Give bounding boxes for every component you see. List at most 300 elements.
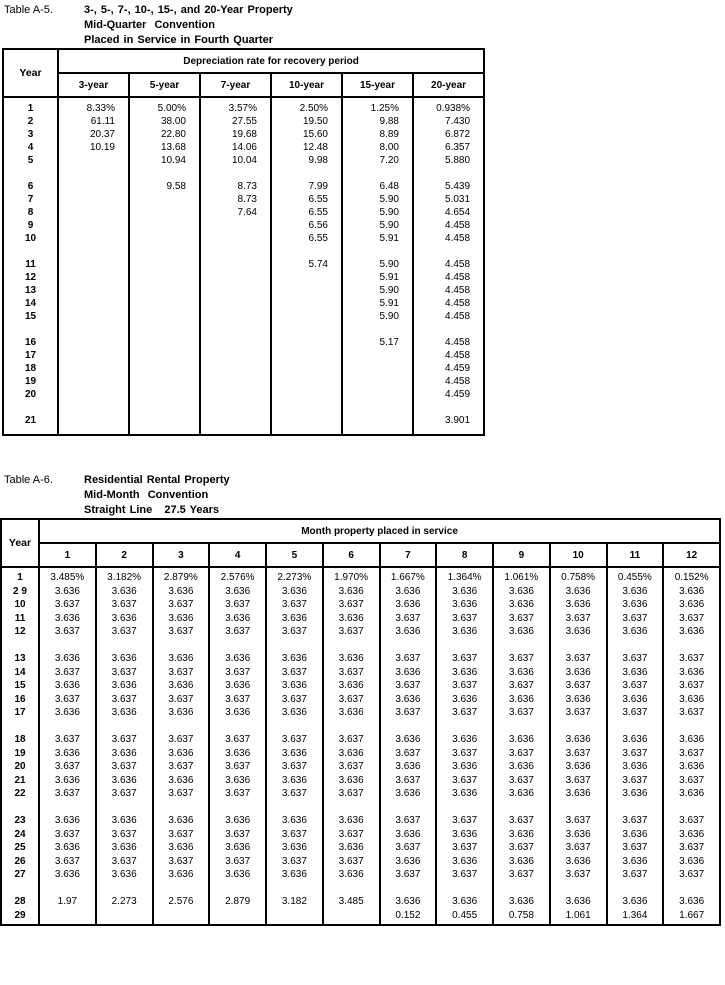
year-cell: 24	[14, 828, 26, 840]
rate-cell	[200, 414, 271, 427]
rate-cell	[271, 284, 342, 297]
rate-cell: 3.636	[663, 598, 720, 612]
rate-cell: 3.637	[663, 706, 720, 720]
table-row	[3, 180, 484, 193]
rate-cell: 3.636	[380, 598, 437, 612]
rate-cell: 4.458	[413, 336, 484, 349]
rate-cell: 1.667%	[380, 571, 437, 585]
rate-cell: 3.637	[96, 828, 153, 842]
rate-cell: 3.637	[607, 747, 664, 761]
rate-cell	[271, 336, 342, 349]
column-header: 7-year	[200, 73, 271, 97]
rate-cell	[342, 375, 413, 388]
rate-cell: 3.637	[380, 814, 437, 828]
rate-cell: 1.061%	[493, 571, 550, 585]
rate-cell: 3.636	[380, 733, 437, 747]
rate-cell: 3.637	[663, 747, 720, 761]
rate-cell: 0.152	[380, 909, 437, 923]
rate-cell: 7.64	[200, 206, 271, 219]
rate-cell: 3.636	[550, 666, 607, 680]
table-row	[1, 828, 720, 842]
rate-cell	[129, 219, 200, 232]
rate-cell: 3.636	[209, 652, 266, 666]
rate-cell: 38.00	[129, 115, 200, 128]
rate-cell	[129, 414, 200, 427]
year-cell: 26	[14, 855, 26, 867]
rate-cell	[129, 232, 200, 245]
rate-cell: 3.636	[266, 868, 323, 882]
rate-cell: 3.637	[266, 666, 323, 680]
rate-cell: 3.636	[550, 760, 607, 774]
rate-cell: 1.25%	[342, 102, 413, 115]
year-cell: 14	[14, 666, 26, 678]
rate-cell: 19.50	[271, 115, 342, 128]
table-row	[1, 868, 720, 882]
rate-cell: 14.06	[200, 141, 271, 154]
rate-cell	[200, 375, 271, 388]
rate-cell: 3.637	[663, 868, 720, 882]
rate-cell: 5.90	[342, 193, 413, 206]
rate-cell: 5.90	[342, 219, 413, 232]
column-header: 5-year	[129, 73, 200, 97]
rate-cell: 5.00%	[129, 102, 200, 115]
column-header: 9	[493, 543, 550, 567]
table-row	[1, 625, 720, 639]
rate-cell: 3.637	[266, 855, 323, 869]
rate-cell: 3.637	[550, 679, 607, 693]
rate-cell: 5.91	[342, 232, 413, 245]
year-cell: 19	[14, 747, 26, 759]
rate-cell: 20.37	[58, 128, 129, 141]
rate-cell: 3.636	[663, 855, 720, 869]
rate-cell: 3.636	[550, 855, 607, 869]
rate-cell: 5.90	[342, 206, 413, 219]
rate-cell	[129, 271, 200, 284]
rate-cell: 3.636	[607, 895, 664, 909]
rate-cell: 3.637	[436, 747, 493, 761]
year-cell: 21	[24, 415, 37, 426]
rate-cell: 3.636	[607, 760, 664, 774]
rate-cell: 3.637	[663, 652, 720, 666]
rate-cell: 3.636	[209, 814, 266, 828]
column-header: 6	[323, 543, 380, 567]
rate-cell: 3.636	[266, 585, 323, 599]
rate-cell: 3.637	[323, 733, 380, 747]
rate-cell: 3.636	[323, 814, 380, 828]
rate-cell: 5.91	[342, 297, 413, 310]
rate-cell: 3.636	[607, 693, 664, 707]
table-row	[1, 787, 720, 801]
rate-cell: 3.636	[153, 612, 210, 626]
year-cell: 18	[24, 363, 37, 374]
rate-cell: 3.636	[380, 625, 437, 639]
table-row	[3, 258, 484, 271]
rate-cell: 2.576	[153, 895, 210, 909]
table-row	[3, 284, 484, 297]
table-row	[1, 585, 720, 599]
rate-cell: 3.637	[39, 828, 96, 842]
rate-cell: 3.636	[39, 652, 96, 666]
rate-cell: 3.637	[550, 841, 607, 855]
column-header: 3-year	[58, 73, 129, 97]
table-a5-label: Table A-5.	[4, 4, 53, 16]
rate-cell: 3.636	[209, 679, 266, 693]
column-header: 11	[607, 543, 664, 567]
rate-cell: 15.60	[271, 128, 342, 141]
rate-cell: 3.637	[663, 774, 720, 788]
rate-cell: 5.90	[342, 310, 413, 323]
rate-cell: 2.273	[96, 895, 153, 909]
column-header: 3	[153, 543, 210, 567]
rate-cell: 4.458	[413, 349, 484, 362]
table-row	[1, 774, 720, 788]
rate-cell: 4.458	[413, 297, 484, 310]
rate-cell: 5.91	[342, 271, 413, 284]
year-cell: 7	[27, 194, 34, 205]
rate-cell: 3.637	[493, 747, 550, 761]
rate-cell	[342, 388, 413, 401]
rate-cell: 4.459	[413, 388, 484, 401]
rate-cell: 3.637	[436, 706, 493, 720]
rate-cell	[271, 310, 342, 323]
rate-cell: 3.636	[493, 585, 550, 599]
rate-cell: 3.637	[266, 733, 323, 747]
rate-cell: 3.637	[209, 787, 266, 801]
table-row	[3, 362, 484, 375]
rate-cell: 3.57%	[200, 102, 271, 115]
year-cell: 3	[27, 129, 34, 140]
rate-cell	[58, 388, 129, 401]
rate-cell: 3.636	[436, 666, 493, 680]
rate-cell: 3.636	[380, 693, 437, 707]
year-cell: 11	[14, 612, 26, 624]
rate-cell: 6.55	[271, 206, 342, 219]
year-cell: 20	[14, 761, 26, 772]
rate-cell: 6.55	[271, 193, 342, 206]
rate-cell: 3.637	[550, 652, 607, 666]
rate-cell: 19.68	[200, 128, 271, 141]
table-row	[3, 193, 484, 206]
rate-cell: 3.637	[39, 598, 96, 612]
rate-cell: 3.636	[380, 787, 437, 801]
rate-cell: 1.970%	[323, 571, 380, 585]
rate-cell: 3.637	[153, 598, 210, 612]
rate-cell	[200, 336, 271, 349]
rate-cell: 3.636	[96, 868, 153, 882]
rate-cell: 3.636	[39, 612, 96, 626]
table-a5-title-line-3: Placed in Service in Fourth Quarter	[84, 34, 273, 46]
rate-cell: 3.636	[153, 814, 210, 828]
rate-cell	[39, 909, 96, 923]
rate-cell: 3.636	[436, 828, 493, 842]
rate-cell: 3.637	[209, 828, 266, 842]
table-a6-label: Table A-6.	[4, 474, 53, 486]
rate-cell	[129, 388, 200, 401]
rate-cell: 8.89	[342, 128, 413, 141]
rate-cell: 3.485%	[39, 571, 96, 585]
rate-cell: 3.636	[39, 747, 96, 761]
rate-cell	[58, 336, 129, 349]
rate-cell: 3.637	[209, 855, 266, 869]
rate-cell: 0.938%	[413, 102, 484, 115]
rate-cell: 3.637	[323, 625, 380, 639]
rate-cell: 3.637	[493, 612, 550, 626]
column-header: 5	[266, 543, 323, 567]
rate-cell: 4.458	[413, 258, 484, 271]
rate-cell: 3.637	[266, 598, 323, 612]
rate-cell: 3.637	[380, 868, 437, 882]
rate-cell: 4.654	[413, 206, 484, 219]
table-a5-caption	[4, 3, 293, 48]
rate-cell: 8.00	[342, 141, 413, 154]
rate-cell: 3.636	[663, 693, 720, 707]
rate-cell: 3.637	[96, 625, 153, 639]
rate-cell	[209, 909, 266, 923]
column-header: 8	[436, 543, 493, 567]
rate-cell: 1.061	[550, 909, 607, 923]
rate-cell: 8.73	[200, 193, 271, 206]
table-row	[3, 375, 484, 388]
rate-cell: 3.636	[380, 895, 437, 909]
rate-cell: 3.637	[96, 598, 153, 612]
year-column-header: Year	[1, 519, 39, 567]
rate-cell: 3.636	[493, 855, 550, 869]
rate-cell: 3.637	[209, 693, 266, 707]
rate-cell: 3.637	[493, 814, 550, 828]
table-a5-title-line-2: Mid-Quarter Convention	[84, 19, 215, 31]
rate-cell: 3.636	[550, 598, 607, 612]
rate-cell: 3.636	[550, 693, 607, 707]
column-header: 10	[550, 543, 607, 567]
rate-cell	[271, 375, 342, 388]
rate-cell: 3.636	[607, 855, 664, 869]
rate-cell: 3.636	[607, 598, 664, 612]
year-cell: 2 9	[13, 585, 27, 597]
rate-cell: 3.637	[436, 652, 493, 666]
rate-cell: 3.182%	[96, 571, 153, 585]
rate-cell: 3.637	[607, 706, 664, 720]
rate-cell	[129, 349, 200, 362]
rate-cell: 3.637	[209, 625, 266, 639]
rate-cell: 3.636	[96, 814, 153, 828]
rate-cell: 3.637	[323, 787, 380, 801]
rate-cell: 3.637	[436, 774, 493, 788]
rate-cell: 3.636	[96, 679, 153, 693]
rate-cell: 3.636	[663, 895, 720, 909]
rate-cell: 3.637	[39, 855, 96, 869]
rate-cell: 3.637	[607, 612, 664, 626]
rate-cell: 3.637	[493, 706, 550, 720]
table-row	[1, 895, 720, 909]
year-cell: 19	[24, 376, 37, 387]
rate-cell	[58, 193, 129, 206]
rate-cell: 3.636	[39, 679, 96, 693]
rate-cell: 3.636	[493, 895, 550, 909]
rate-cell: 3.637	[153, 666, 210, 680]
rate-cell	[200, 349, 271, 362]
rate-cell: 3.636	[153, 868, 210, 882]
rate-cell: 3.637	[436, 841, 493, 855]
year-cell: 28	[14, 896, 26, 907]
rate-cell: 3.636	[323, 747, 380, 761]
rate-cell	[129, 362, 200, 375]
rate-cell: 4.458	[413, 375, 484, 388]
table-row	[1, 571, 720, 585]
rate-cell: 3.637	[550, 814, 607, 828]
rate-cell: 3.637	[607, 868, 664, 882]
table-a5-title-line-1: 3-, 5-, 7-, 10-, 15-, and 20-Year Property	[84, 4, 293, 16]
year-cell: 5	[27, 155, 34, 166]
rate-cell: 3.637	[493, 774, 550, 788]
rate-cell: 61.11	[58, 115, 129, 128]
rate-cell: 3.636	[663, 666, 720, 680]
rate-cell: 3.637	[266, 828, 323, 842]
rate-cell	[58, 310, 129, 323]
rate-cell: 12.48	[271, 141, 342, 154]
rate-cell: 3.636	[323, 652, 380, 666]
rate-cell	[342, 362, 413, 375]
year-cell: 22	[14, 788, 26, 799]
rate-cell: 3.636	[436, 598, 493, 612]
rate-cell: 4.458	[413, 284, 484, 297]
rate-cell: 2.879	[209, 895, 266, 909]
rate-cell	[58, 206, 129, 219]
rate-cell	[342, 414, 413, 427]
rate-cell: 3.637	[607, 814, 664, 828]
rate-cell: 3.636	[436, 895, 493, 909]
rate-cell	[323, 909, 380, 923]
year-cell: 6	[27, 181, 34, 192]
rate-cell	[200, 219, 271, 232]
rate-cell	[200, 362, 271, 375]
rate-cell	[200, 271, 271, 284]
rate-cell: 3.637	[607, 679, 664, 693]
table-row	[3, 349, 484, 362]
rate-cell: 3.637	[550, 747, 607, 761]
rate-cell: 3.637	[96, 855, 153, 869]
rate-cell: 3.637	[153, 787, 210, 801]
rate-cell: 3.636	[266, 841, 323, 855]
rate-cell: 3.637	[493, 868, 550, 882]
rate-cell: 3.636	[550, 733, 607, 747]
rate-cell: 3.636	[380, 855, 437, 869]
rate-cell: 3.636	[39, 814, 96, 828]
year-cell: 17	[14, 707, 26, 718]
rate-cell: 9.88	[342, 115, 413, 128]
rate-cell: 3.637	[493, 652, 550, 666]
table-row	[1, 747, 720, 761]
table-row	[3, 414, 484, 427]
rate-cell	[271, 388, 342, 401]
table-row	[3, 336, 484, 349]
table-a6	[0, 518, 721, 926]
rate-cell: 3.636	[323, 868, 380, 882]
table-row	[1, 841, 720, 855]
rate-cell: 13.68	[129, 141, 200, 154]
year-cell: 14	[24, 298, 37, 309]
rate-cell: 3.636	[209, 585, 266, 599]
rate-cell: 3.637	[323, 760, 380, 774]
rate-cell: 3.637	[550, 612, 607, 626]
rate-cell: 3.637	[493, 841, 550, 855]
rate-cell	[200, 232, 271, 245]
rate-cell: 3.637	[436, 679, 493, 693]
column-header: 15-year	[342, 73, 413, 97]
rate-cell: 3.636	[493, 666, 550, 680]
rate-cell: 3.637	[550, 706, 607, 720]
table-row	[1, 760, 720, 774]
table-row	[3, 128, 484, 141]
rate-cell: 1.667	[663, 909, 720, 923]
rate-cell: 7.20	[342, 154, 413, 167]
rate-cell: 3.636	[436, 855, 493, 869]
rate-cell: 0.455	[436, 909, 493, 923]
rate-cell: 0.758	[493, 909, 550, 923]
rate-cell: 2.50%	[271, 102, 342, 115]
rate-cell: 10.19	[58, 141, 129, 154]
year-cell: 27	[14, 869, 26, 880]
rate-cell: 6.872	[413, 128, 484, 141]
rate-cell	[129, 284, 200, 297]
table-row	[3, 102, 484, 115]
rate-cell: 3.637	[266, 693, 323, 707]
year-cell: 12	[24, 272, 37, 283]
rate-cell: 3.636	[323, 585, 380, 599]
rate-cell: 3.637	[96, 760, 153, 774]
column-header: 7	[380, 543, 437, 567]
table-row	[1, 679, 720, 693]
rate-cell: 5.90	[342, 284, 413, 297]
rate-cell: 4.459	[413, 362, 484, 375]
year-cell: 2	[27, 116, 34, 127]
table-row	[3, 115, 484, 128]
rate-cell	[271, 349, 342, 362]
rate-cell: 8.33%	[58, 102, 129, 115]
rate-cell: 3.636	[607, 733, 664, 747]
rate-cell	[200, 310, 271, 323]
table-row	[1, 909, 720, 923]
rate-cell: 3.637	[607, 841, 664, 855]
rate-cell: 3.636	[209, 747, 266, 761]
rate-cell: 3.636	[153, 841, 210, 855]
year-cell: 15	[24, 311, 37, 322]
rate-cell: 3.636	[436, 585, 493, 599]
year-cell: 15	[14, 680, 26, 691]
rate-cell: 3.636	[96, 706, 153, 720]
rate-cell: 3.637	[96, 733, 153, 747]
rate-cell: 3.636	[266, 612, 323, 626]
rate-cell: 6.56	[271, 219, 342, 232]
rate-cell: 3.636	[266, 652, 323, 666]
rate-cell: 4.458	[413, 232, 484, 245]
rate-cell: 3.636	[39, 868, 96, 882]
rate-cell: 3.636	[209, 612, 266, 626]
table-a6-title	[84, 473, 230, 518]
year-cell: 12	[14, 626, 26, 637]
column-header: 20-year	[413, 73, 484, 97]
rate-cell: 3.637	[663, 841, 720, 855]
rate-cell: 3.637	[209, 666, 266, 680]
rate-cell: 3.637	[266, 625, 323, 639]
rate-cell: 6.55	[271, 232, 342, 245]
column-header: 1	[39, 543, 96, 567]
rate-cell: 3.636	[39, 774, 96, 788]
table-row	[3, 310, 484, 323]
rate-cell: 7.99	[271, 180, 342, 193]
rate-cell: 3.636	[266, 814, 323, 828]
rate-cell: 5.74	[271, 258, 342, 271]
table-row	[3, 154, 484, 167]
